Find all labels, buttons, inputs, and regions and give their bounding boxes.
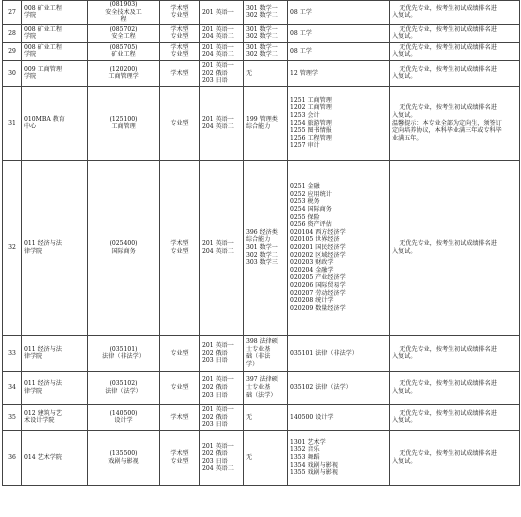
second-exam-cell — [244, 335, 288, 371]
college-cell — [22, 160, 88, 335]
cell-text: 204 英语二 — [202, 33, 234, 41]
cell-text: 学术型 — [170, 450, 189, 458]
cell-text: 201 英语一 — [202, 240, 234, 248]
cell-text: 设计学 — [114, 417, 133, 425]
cell-text: 1354 戏剧与影视 — [290, 461, 338, 469]
cell-text: 201 英语一 — [202, 341, 234, 349]
degree-type-cell — [160, 335, 200, 371]
second-exam-cell — [244, 160, 288, 335]
cell-text: 011 经济与法 — [24, 240, 62, 248]
college-cell — [22, 1, 88, 25]
cell-text: 入复试。 — [392, 247, 417, 255]
cell-text: (035101) — [109, 345, 138, 353]
cell-text: 12 管理学 — [290, 69, 318, 77]
table-row — [3, 60, 520, 86]
table-row — [3, 430, 520, 485]
cell-text: 203 日语 — [202, 421, 228, 429]
foreign-language-exam-cell — [200, 335, 244, 371]
cell-text: 专业型 — [170, 247, 189, 255]
cell-text: 入复试。 — [392, 33, 417, 41]
cell-text: 203 日语 — [202, 391, 228, 399]
cell-text: 专业型 — [170, 457, 189, 465]
second-exam-cell — [244, 24, 288, 42]
cell-text: 温馨提示：本专业全部为定向生，须签订 — [392, 119, 502, 127]
row-number: 28 — [3, 24, 22, 42]
cell-text: (081903) — [109, 1, 138, 8]
cell-text: 学院 — [24, 12, 37, 20]
table-row — [3, 86, 520, 160]
foreign-language-exam-cell — [200, 24, 244, 42]
cell-text: (025400) — [109, 240, 138, 248]
college-cell — [22, 335, 88, 371]
field-of-study-cell — [288, 160, 390, 335]
second-exam-cell — [244, 60, 288, 86]
foreign-language-exam-cell — [200, 42, 244, 60]
major-cell — [88, 430, 160, 485]
cell-text: 专业型 — [170, 384, 189, 392]
cell-text: 学术型 — [170, 43, 189, 51]
cell-text: 301 数学一 — [246, 43, 278, 51]
row-number: 36 — [3, 430, 22, 485]
table-row — [3, 335, 520, 371]
cell-text: 302 数学二 — [246, 51, 278, 59]
foreign-language-exam-cell — [200, 160, 244, 335]
field-of-study-cell — [288, 371, 390, 404]
cell-text: 学院 — [24, 33, 37, 41]
remark-cell — [390, 430, 520, 485]
cell-text: 矿业工程 — [111, 51, 136, 59]
cell-text: 035101 法律（非法学） — [290, 349, 358, 357]
cell-text: 入复试。 — [392, 457, 417, 465]
cell-text: 学） — [246, 360, 259, 368]
degree-type-cell — [160, 1, 200, 25]
table-row — [3, 404, 520, 430]
cell-text: 010MBA 教育 — [24, 115, 65, 123]
degree-type-cell — [160, 160, 200, 335]
field-of-study-cell — [288, 42, 390, 60]
cell-text: 入复试。 — [392, 111, 417, 119]
cell-text: 08 工学 — [290, 8, 312, 16]
table-row — [3, 1, 520, 25]
cell-text: 0252 应用统计 — [290, 190, 332, 198]
second-exam-cell — [244, 404, 288, 430]
cell-text: 律学院 — [24, 353, 43, 361]
cell-text: 009 工商管理 — [24, 65, 62, 73]
college-cell — [22, 60, 88, 86]
cell-text: 础（非法 — [246, 353, 271, 361]
cell-text: 0255 保险 — [290, 213, 320, 221]
cell-text: 无优先专业，按考生初试成绩排名进 — [399, 240, 497, 248]
cell-text: 学术型 — [170, 240, 189, 248]
cell-text: 008 矿业工程 — [24, 4, 62, 12]
cell-text: 入复试。 — [392, 417, 417, 425]
cell-text: 014 艺术学院 — [24, 454, 62, 462]
cell-text: 1254 旅游管理 — [290, 119, 332, 127]
cell-text: 011 经济与法 — [24, 345, 62, 353]
cell-text: 0254 国际商务 — [290, 205, 332, 213]
cell-text: 201 英语一 — [202, 376, 234, 384]
cell-text: 入复试。 — [392, 73, 417, 81]
row-number: 34 — [3, 371, 22, 404]
college-cell — [22, 371, 88, 404]
cell-text: 020202 区域经济学 — [290, 251, 346, 259]
cell-text: 无优先专业，按考生初试成绩排名进 — [399, 450, 497, 458]
second-exam-cell — [244, 430, 288, 485]
degree-type-cell — [160, 24, 200, 42]
cell-text: 无优先专业，按考生初试成绩排名进 — [399, 43, 497, 51]
cell-text: 204 英语二 — [202, 247, 234, 255]
cell-text: 301 数学一 — [246, 244, 278, 252]
remark-cell — [390, 42, 520, 60]
cell-text: 1256 工程管理 — [290, 134, 332, 142]
foreign-language-exam-cell — [200, 60, 244, 86]
row-number: 35 — [3, 404, 22, 430]
cell-text: 1253 会计 — [290, 111, 320, 119]
cell-text: 204 英语二 — [202, 51, 234, 59]
cell-text: 工商管理学 — [108, 73, 139, 81]
cell-text: 1251 工商管理 — [290, 96, 332, 104]
major-cell — [88, 160, 160, 335]
major-cell — [88, 371, 160, 404]
cell-text: 203 日语 — [202, 457, 228, 465]
cell-text: 1355 戏剧与影视 — [290, 469, 338, 477]
college-cell — [22, 42, 88, 60]
cell-text: 专业型 — [170, 12, 189, 20]
degree-type-cell — [160, 42, 200, 60]
cell-text: 学术型 — [170, 69, 189, 77]
cell-text: 08 工学 — [290, 29, 312, 37]
cell-text: (135500) — [109, 450, 138, 458]
cell-text: 专业型 — [170, 119, 189, 127]
second-exam-cell — [244, 371, 288, 404]
cell-text: 398 法律硕 — [246, 338, 278, 346]
second-exam-cell — [244, 42, 288, 60]
cell-text: 安全技术及工 — [105, 8, 142, 16]
cell-text: 012 建筑与艺 — [24, 409, 62, 417]
cell-text: 无 — [246, 413, 253, 421]
major-cell — [88, 86, 160, 160]
remark-cell — [390, 335, 520, 371]
cell-text: 学院 — [24, 73, 37, 81]
cell-text: 入复试。 — [392, 353, 417, 361]
cell-text: 律学院 — [24, 247, 43, 255]
cell-text: 202 俄语 — [202, 69, 228, 77]
cell-text: 1257 审计 — [290, 142, 320, 150]
college-cell — [22, 86, 88, 160]
cell-text: 397 法律硕 — [246, 376, 278, 384]
cell-text: 0251 金融 — [290, 183, 320, 191]
cell-text: 201 英语一 — [202, 115, 234, 123]
degree-type-cell — [160, 86, 200, 160]
remark-cell — [390, 86, 520, 160]
cell-text: 国际商务 — [111, 247, 136, 255]
cell-text: 199 管理类 — [246, 115, 278, 123]
row-number: 31 — [3, 86, 22, 160]
cell-text: 入复试。 — [392, 387, 417, 395]
cell-text: 201 英语一 — [202, 61, 234, 69]
field-of-study-cell — [288, 60, 390, 86]
college-cell — [22, 24, 88, 42]
cell-text: 020209 数量经济学 — [290, 304, 346, 312]
cell-text: 203 日语 — [202, 77, 228, 85]
cell-text: 020206 国际贸易学 — [290, 282, 346, 290]
cell-text: 020204 金融学 — [290, 266, 334, 274]
cell-text: 础（法学） — [246, 391, 277, 399]
cell-text: 201 英语一 — [202, 442, 234, 450]
cell-text: 学术型 — [170, 413, 189, 421]
major-cell — [88, 42, 160, 60]
cell-text: (140500) — [109, 409, 138, 417]
remark-cell — [390, 60, 520, 86]
cell-text: 302 数学二 — [246, 33, 278, 41]
field-of-study-cell — [288, 86, 390, 160]
cell-text: 0256 资产评估 — [290, 221, 332, 229]
table-body — [3, 1, 520, 486]
cell-text: 无 — [246, 69, 253, 77]
cell-text: 011 经济与法 — [24, 380, 62, 388]
cell-text: 学术型 — [170, 25, 189, 33]
cell-text: (035102) — [109, 380, 138, 388]
remark-cell — [390, 404, 520, 430]
cell-text: 020203 财政学 — [290, 259, 334, 267]
cell-text: 无优先专业，按考生初试成绩排名进 — [399, 25, 497, 33]
cell-text: 396 经济类 — [246, 228, 278, 236]
cell-text: 202 俄语 — [202, 413, 228, 421]
cell-text: 204 英语二 — [202, 123, 234, 131]
cell-text: 专业型 — [170, 349, 189, 357]
second-exam-cell — [244, 86, 288, 160]
cell-text: 020207 劳动经济学 — [290, 289, 346, 297]
cell-text: 302 数学二 — [246, 251, 278, 259]
major-cell — [88, 404, 160, 430]
cell-text: 020105 世界经济 — [290, 236, 340, 244]
major-cell — [88, 60, 160, 86]
cell-text: 工商管理 — [111, 123, 136, 131]
cell-text: 无优先专业，按考生初试成绩排名进 — [399, 409, 497, 417]
cell-text: 无 — [246, 454, 253, 462]
row-number: 33 — [3, 335, 22, 371]
field-of-study-cell — [288, 404, 390, 430]
cell-text: 专业型 — [170, 51, 189, 59]
cell-text: 士专业基 — [246, 345, 271, 353]
major-cell — [88, 335, 160, 371]
degree-type-cell — [160, 371, 200, 404]
table-row — [3, 42, 520, 60]
cell-text: 1202 工商管理 — [290, 104, 332, 112]
degree-type-cell — [160, 430, 200, 485]
foreign-language-exam-cell — [200, 1, 244, 25]
field-of-study-cell — [288, 24, 390, 42]
cell-text: 程 — [120, 16, 127, 24]
cell-text: 无优先专业，按考生初试成绩排名进 — [399, 104, 497, 112]
cell-text: 020208 统计学 — [290, 297, 334, 305]
cell-text: 入复试。 — [392, 12, 417, 20]
cell-text: (085705) — [109, 43, 138, 51]
cell-text: 入复试。 — [392, 51, 417, 59]
remark-cell — [390, 24, 520, 42]
cell-text: 0253 税务 — [290, 198, 320, 206]
cell-text: 综合能力 — [246, 236, 271, 244]
cell-text: 020201 国民经济学 — [290, 244, 346, 252]
second-exam-cell — [244, 1, 288, 25]
major-cell — [88, 1, 160, 25]
cell-text: (125100) — [109, 115, 138, 123]
remark-cell — [390, 1, 520, 25]
cell-text: 204 英语二 — [202, 465, 234, 473]
cell-text: 法律（非法学） — [102, 353, 145, 361]
foreign-language-exam-cell — [200, 430, 244, 485]
cell-text: 035102 法律（法学） — [290, 384, 352, 392]
cell-text: 学院 — [24, 51, 37, 59]
cell-text: 无优先专业，按考生初试成绩排名进 — [399, 65, 497, 73]
cell-text: 201 英语一 — [202, 405, 234, 413]
row-number: 27 — [3, 1, 22, 25]
remark-cell — [390, 371, 520, 404]
cell-text: 1255 图书情报 — [290, 127, 332, 135]
cell-text: 业满五年。 — [392, 134, 423, 142]
cell-text: 203 日语 — [202, 357, 228, 365]
cell-text: 020104 西方经济学 — [290, 228, 346, 236]
cell-text: 综合能力 — [246, 123, 271, 131]
foreign-language-exam-cell — [200, 371, 244, 404]
cell-text: 303 数学三 — [246, 259, 278, 267]
cell-text: 302 数学二 — [246, 12, 278, 20]
cell-text: 无优先专业，按考生初试成绩排名进 — [399, 345, 497, 353]
degree-type-cell — [160, 60, 200, 86]
row-number: 29 — [3, 42, 22, 60]
cell-text: 无优先专业，按考生初试成绩排名进 — [399, 4, 497, 12]
cell-text: 法律（法学） — [105, 387, 142, 395]
cell-text: 中心 — [24, 123, 37, 131]
field-of-study-cell — [288, 1, 390, 25]
foreign-language-exam-cell — [200, 86, 244, 160]
degree-type-cell — [160, 404, 200, 430]
college-cell — [22, 430, 88, 485]
cell-text: 戏剧与影视 — [108, 457, 139, 465]
row-number: 32 — [3, 160, 22, 335]
cell-text: 201 英语一 — [202, 25, 234, 33]
table-row — [3, 24, 520, 42]
cell-text: 士专业基 — [246, 384, 271, 392]
cell-text: 术设计学院 — [24, 417, 55, 425]
cell-text: 无优先专业，按考生初试成绩排名进 — [399, 380, 497, 388]
cell-text: 140500 设计学 — [290, 413, 334, 421]
cell-text: (085702) — [109, 25, 138, 33]
major-cell — [88, 24, 160, 42]
cell-text: 定向培养协议，本科毕业满三年或专科毕 — [392, 127, 502, 135]
cell-text: 301 数学一 — [246, 25, 278, 33]
field-of-study-cell — [288, 430, 390, 485]
cell-text: (120200) — [109, 65, 138, 73]
row-number: 30 — [3, 60, 22, 86]
remark-cell — [390, 160, 520, 335]
foreign-language-exam-cell — [200, 404, 244, 430]
cell-text: 202 俄语 — [202, 349, 228, 357]
table-row — [3, 160, 520, 335]
college-cell — [22, 404, 88, 430]
cell-text: 008 矿业工程 — [24, 25, 62, 33]
cell-text: 201 英语一 — [202, 43, 234, 51]
cell-text: 专业型 — [170, 33, 189, 41]
table-row — [3, 371, 520, 404]
cell-text: 008 矿业工程 — [24, 43, 62, 51]
cell-text: 020205 产业经济学 — [290, 274, 346, 282]
field-of-study-cell — [288, 335, 390, 371]
cell-text: 202 俄语 — [202, 384, 228, 392]
admission-table — [2, 0, 520, 486]
cell-text: 1353 舞蹈 — [290, 454, 320, 462]
cell-text: 301 数学一 — [246, 4, 278, 12]
cell-text: 安全工程 — [111, 33, 136, 41]
cell-text: 1301 艺术学 — [290, 438, 326, 446]
cell-text: 1352 音乐 — [290, 446, 320, 454]
cell-text: 202 俄语 — [202, 450, 228, 458]
cell-text: 学术型 — [170, 4, 189, 12]
cell-text: 律学院 — [24, 387, 43, 395]
cell-text: 08 工学 — [290, 47, 312, 55]
cell-text: 201 英语一 — [202, 8, 234, 16]
